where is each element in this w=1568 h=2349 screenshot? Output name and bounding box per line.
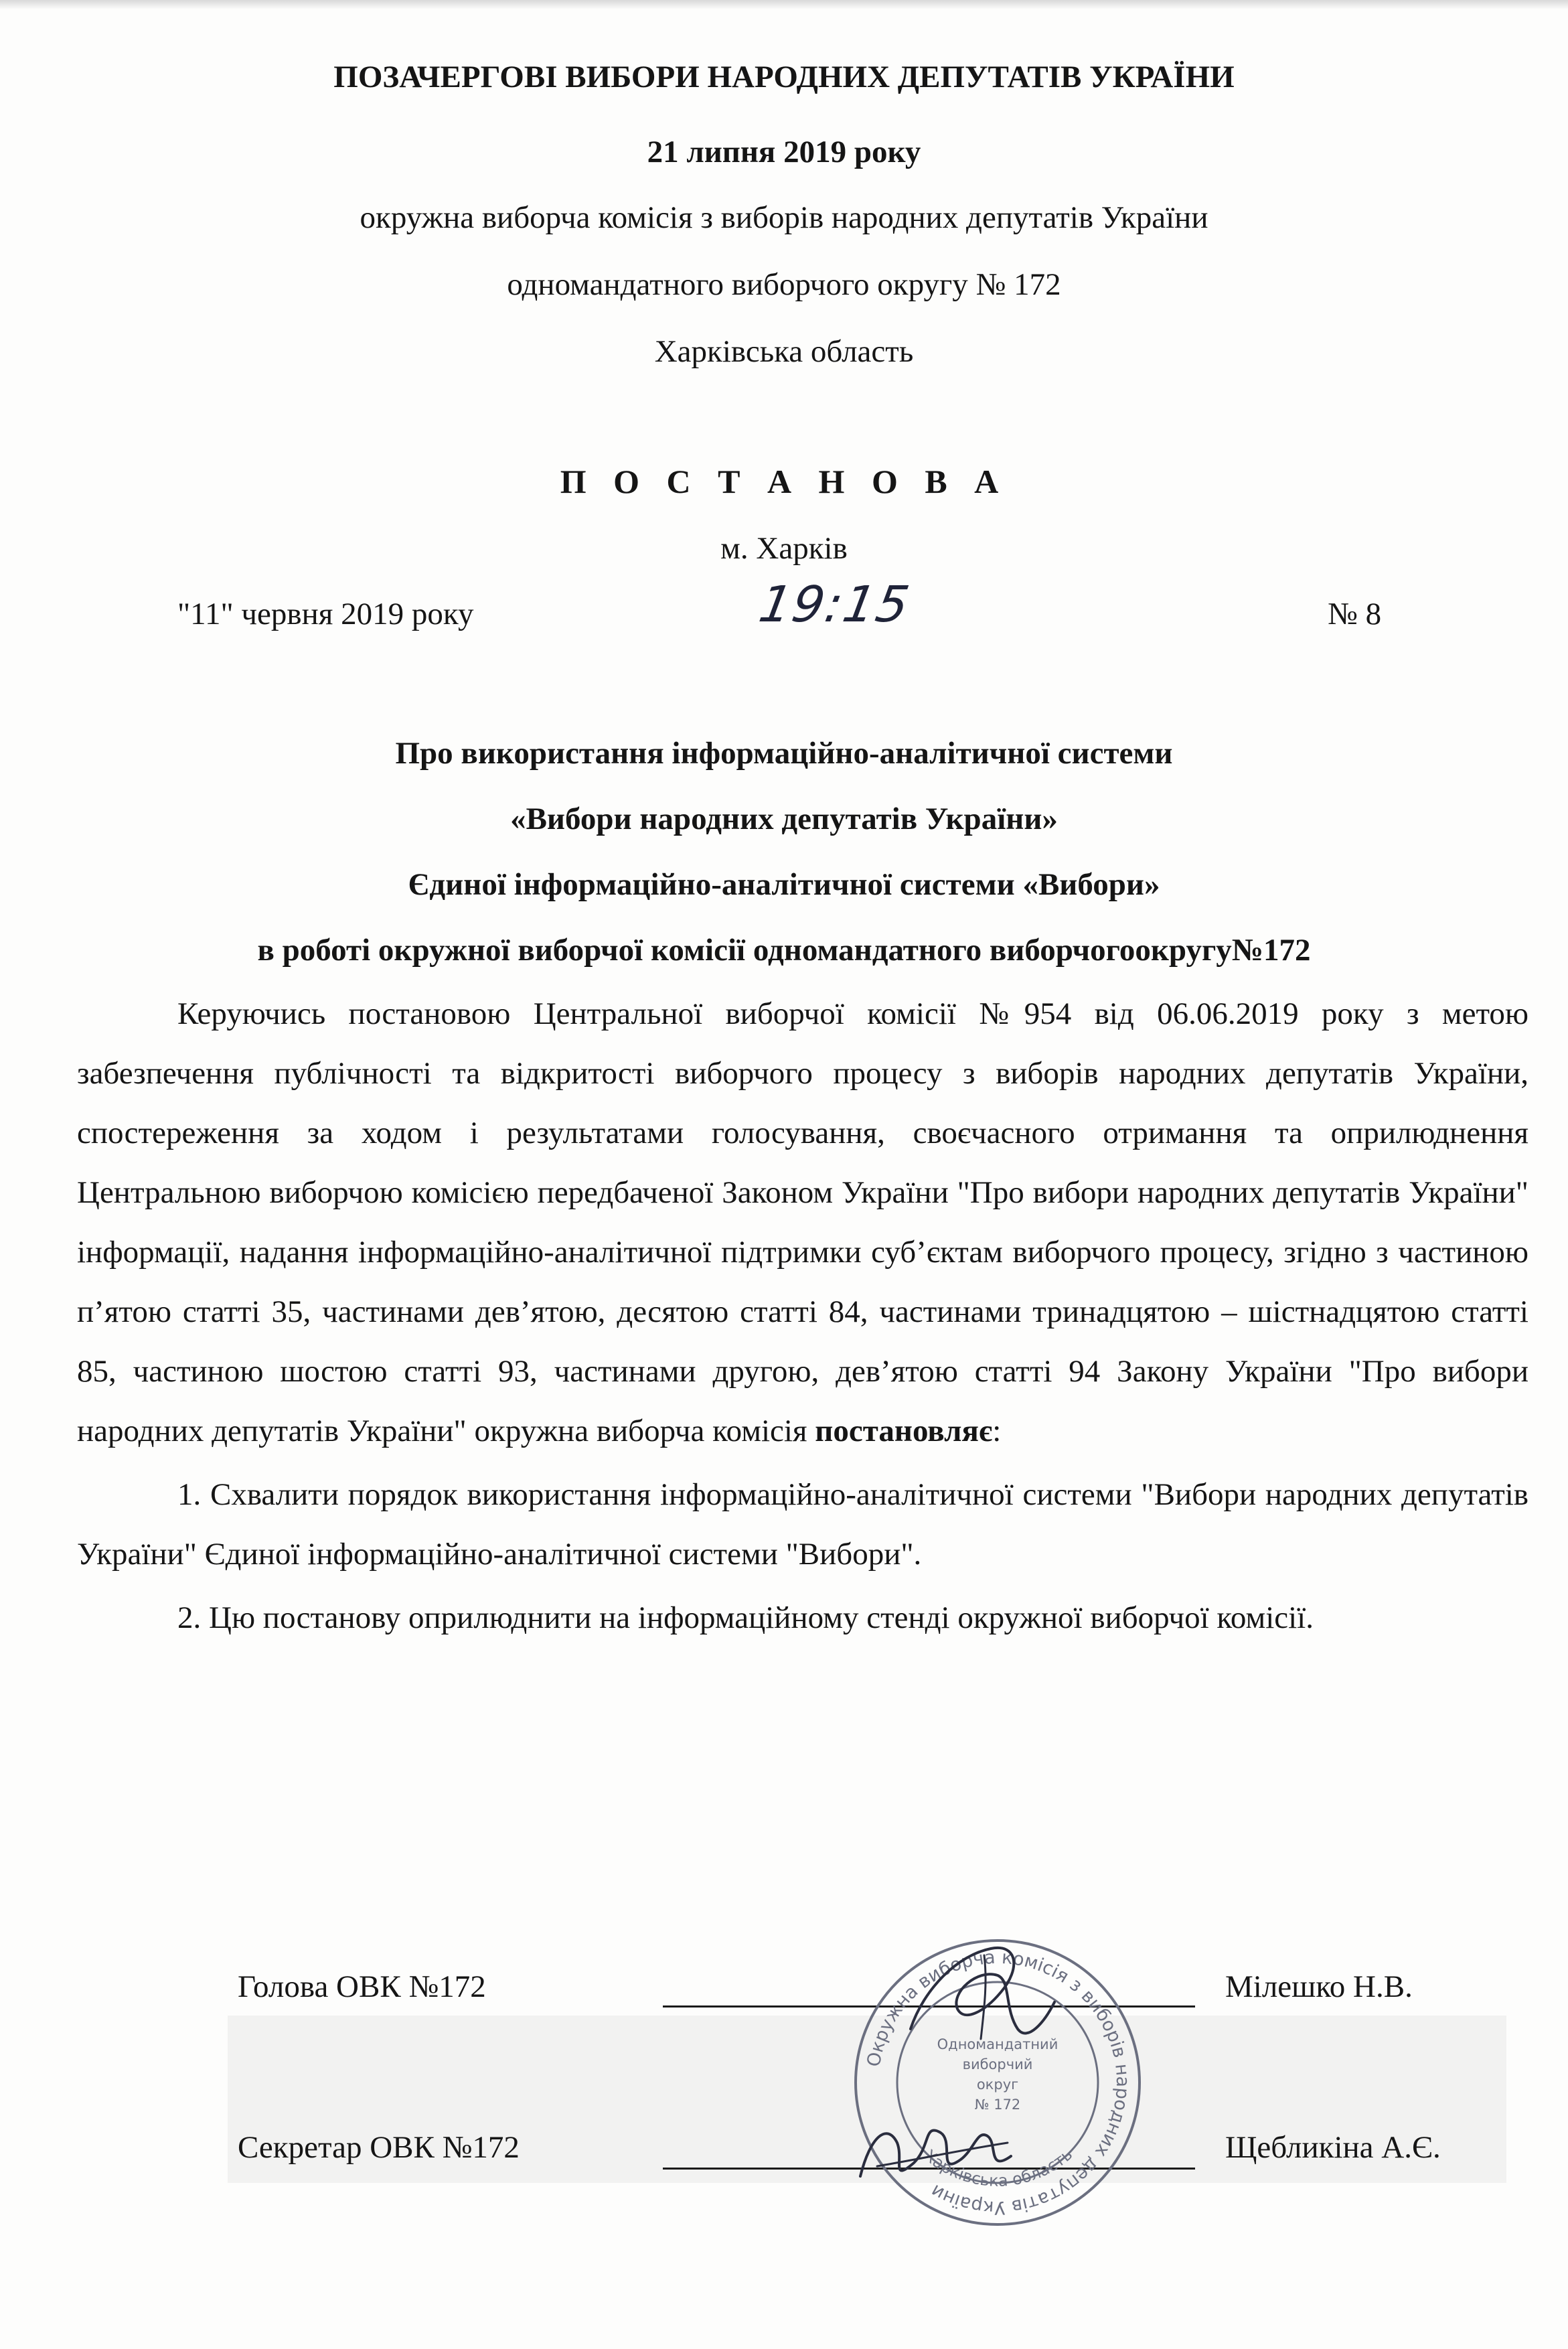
stamp-bottom-text: Харківська область (920, 2145, 1077, 2190)
resolves-colon: : (992, 1414, 1002, 1448)
stamp-outer-text: Окружна виборча комісія з виборів народних депутатів України (863, 1947, 1133, 2218)
stamp-inner-line-1: Одномандатний (937, 2036, 1059, 2052)
stamp-inner-line-2: виборчий (962, 2056, 1033, 2072)
chair-signature (884, 1928, 1085, 2049)
chair-title: Голова ОВК №172 (238, 1969, 486, 2004)
preamble-text: Керуючись постановою Центральної виборчої комісії №954 від 06.06.2019 року з метою забезпечення публічності та відкритості виборчого процесу з виборів народних депутатів України, спостереження за ходом і результатами голосування, своєчасного отримання та оприлюднення Центральною виборчою комісією передбаченої Законом України "Про вибори народних депутатів України" інформації, надання інформаційно-аналітичної підтримки суб’єктам виборчого процесу, згідно з частиною п’ятою статті 35, частинами дев’ятою, десятою статті 84, частинами тринадцятою – шістнадцятою статті 85, частиною шостою статті 93, частинами другою, дев’ятою статті 94 Закону України "Про вибори народних депутатів України" окружна виборча комісія (77, 996, 1528, 1448)
document-date: "11" червня 2019 року (177, 597, 474, 631)
election-date: 21 липня 2019 року (647, 135, 921, 169)
handwritten-time: 19:15 (755, 576, 915, 633)
region: Харківська область (654, 334, 914, 369)
item-1: 1. Схвалити порядок використання інформаційно-аналітичної системи "Вибори народних депутатів України" Єдиної інформаційно-аналітичної системи "Вибори". (77, 1477, 1528, 1572)
body-text (77, 984, 1528, 1648)
document-city: м. Харків (720, 531, 848, 566)
scan-edge (0, 0, 1568, 9)
secretary-title: Секретар ОВК №172 (238, 2130, 520, 2165)
document-number: № 8 (1328, 597, 1382, 631)
resolves-word: постановляє (815, 1414, 993, 1448)
chair-name: Мілешко Н.В. (1225, 1969, 1413, 2004)
subject-line-4: в роботі окружної виборчої комісії одномандатного виборчогоокругу№172 (257, 933, 1311, 968)
document-type: П О С Т А Н О В А (560, 463, 1008, 500)
subject-line-1: Про використання інформаційно-аналітичної системи (395, 736, 1173, 771)
subject-line-2: «Вибори народних депутатів України» (510, 802, 1058, 836)
commission-line-1: окружна виборча комісія з виборів народних депутатів України (360, 200, 1208, 235)
stamp-inner-line-3: округ (976, 2076, 1019, 2093)
commission-line-2: одномандатного виборчого округу № 172 (507, 267, 1061, 302)
item-2: 2. Цю постанову оприлюднити на інформаційному стенді окружної виборчої комісії. (177, 1600, 1314, 1635)
stamp-inner-line-4: № 172 (974, 2097, 1021, 2113)
preamble-paragraph (77, 984, 1528, 1461)
secretary-signature (850, 2096, 1024, 2196)
subject-line-3: Єдиної інформаційно-аналітичної системи «Вибори» (408, 867, 1160, 902)
election-title: ПОЗАЧЕРГОВІ ВИБОРИ НАРОДНИХ ДЕПУТАТІВ УКРАЇНИ (333, 60, 1235, 94)
secretary-name: Щебликіна А.Є. (1225, 2130, 1441, 2165)
